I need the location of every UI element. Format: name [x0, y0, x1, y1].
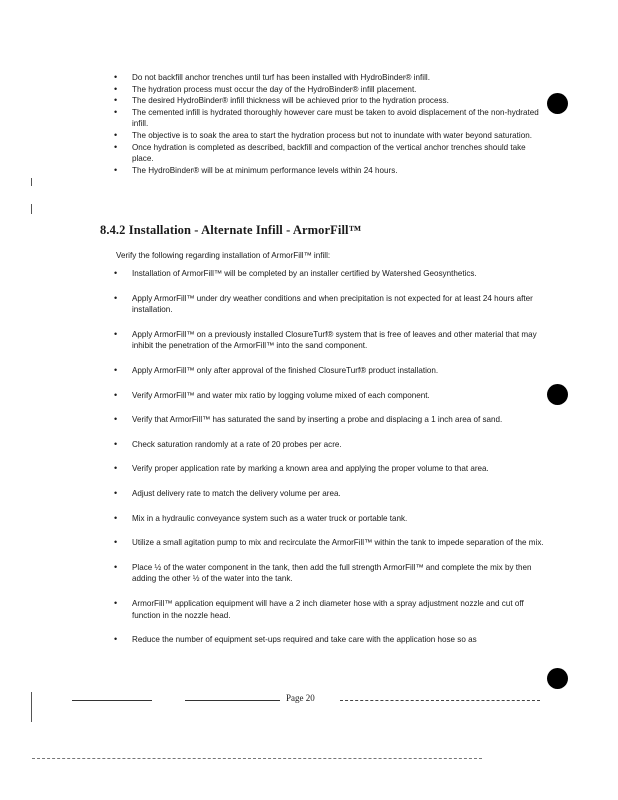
list-item: • The objective is to soak the area to start the hydration process but not to inundate with water beyond saturation.	[104, 130, 544, 142]
list-item: • Once hydration is completed as described, backfill and compaction of the vertical anchor trenches should take place.	[104, 142, 544, 165]
scan-artifact-mark	[31, 204, 32, 214]
section-intro: Verify the following regarding installation of ArmorFill™ infill:	[116, 251, 331, 260]
list-item: • Reduce the number of equipment set-ups required and take care with the application hose so as	[104, 634, 548, 646]
list-item: • Adjust delivery rate to match the delivery volume per area.	[104, 488, 548, 500]
scan-artifact-mark	[31, 178, 32, 186]
list-item: • Apply ArmorFill™ only after approval of the finished ClosureTurf® product installation.	[104, 365, 548, 377]
binder-hole	[547, 668, 568, 689]
list-item: • Installation of ArmorFill™ will be completed by an installer certified by Watershed Geosynthetics.	[104, 268, 548, 280]
binder-hole	[547, 93, 568, 114]
list-item: • Check saturation randomly at a rate of 20 probes per acre.	[104, 439, 548, 451]
list-item: • The HydroBinder® will be at minimum performance levels within 24 hours.	[104, 165, 544, 177]
list-item: • ArmorFill™ application equipment will have a 2 inch diameter hose with a spray adjustment nozzle and cut off function in the nozzle head.	[104, 598, 548, 621]
scan-artifact-line	[32, 758, 482, 759]
list-item: • Utilize a small agitation pump to mix and recirculate the ArmorFill™ within the tank to impede separation of the mix.	[104, 537, 548, 549]
footer-rule	[340, 700, 540, 701]
page-number: Page 20	[286, 693, 315, 703]
list-item: • Verify proper application rate by marking a known area and applying the proper volume to that area.	[104, 463, 548, 475]
list-item: • Do not backfill anchor trenches until turf has been installed with HydroBinder® infill.	[104, 72, 544, 84]
list-item: • Verify that ArmorFill™ has saturated the sand by inserting a probe and displacing a 1 inch area of sand.	[104, 414, 548, 426]
list-item: • The hydration process must occur the day of the HydroBinder® infill placement.	[104, 84, 544, 96]
footer-rule	[185, 700, 280, 701]
list-item: • The cemented infill is hydrated thoroughly however care must be taken to avoid displacement of the non-hydrated infill.	[104, 107, 544, 130]
scan-artifact-mark	[31, 692, 32, 722]
list-item: • Mix in a hydraulic conveyance system such as a water truck or portable tank.	[104, 513, 548, 525]
list-item: • Apply ArmorFill™ under dry weather conditions and when precipitation is not expected for at least 24 hours after installation.	[104, 293, 548, 316]
binder-hole	[547, 384, 568, 405]
hydrobinder-bullet-list	[104, 72, 544, 176]
list-item: • The desired HydroBinder® infill thickness will be achieved prior to the hydration process.	[104, 95, 544, 107]
armorfill-bullet-list	[104, 268, 548, 646]
list-item: • Verify ArmorFill™ and water mix ratio by logging volume mixed of each component.	[104, 390, 548, 402]
list-item: • Apply ArmorFill™ on a previously installed ClosureTurf® system that is free of leaves and other material that may inhibit the penetration of the ArmorFill™ into the sand component.	[104, 329, 548, 352]
section-heading: 8.4.2 Installation - Alternate Infill - ArmorFill™	[100, 223, 362, 237]
list-item: • Place ½ of the water component in the tank, then add the full strength ArmorFill™ and complete the mix by then adding the other ½ of the water into the tank.	[104, 562, 548, 585]
footer-rule	[72, 700, 152, 701]
